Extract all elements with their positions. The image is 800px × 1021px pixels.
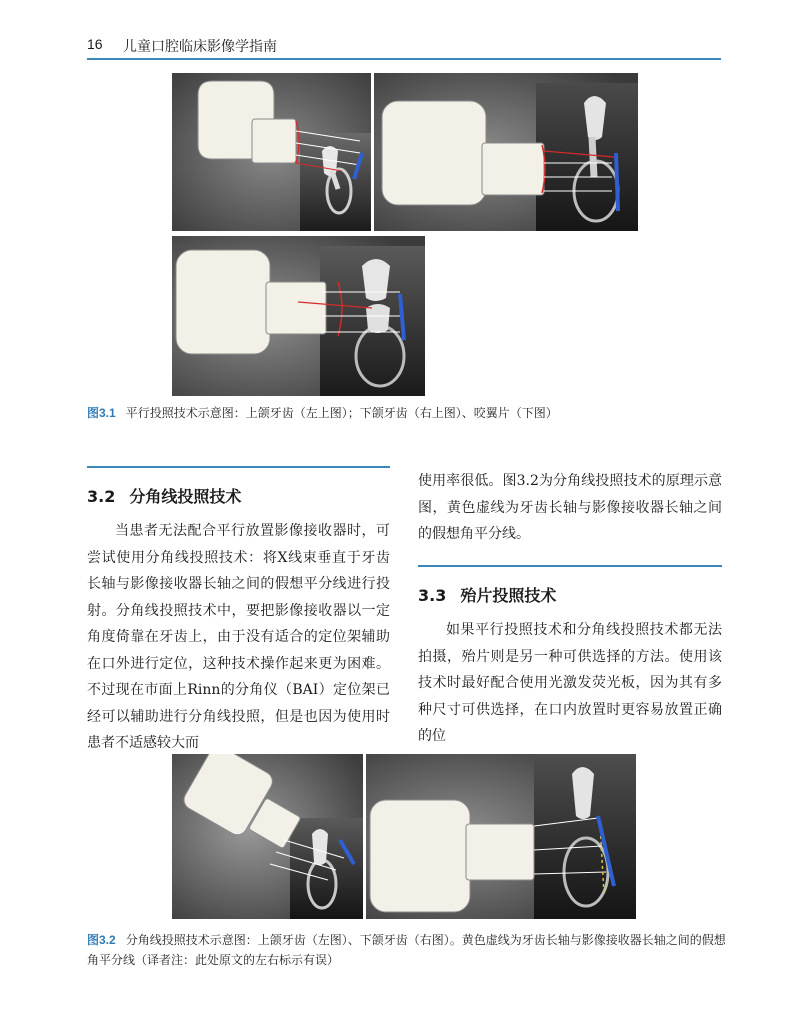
page-number: 16 bbox=[87, 36, 103, 52]
figure-3-1-caption-text: 平行投照技术示意图：上颌牙齿（左上图）；下颌牙齿（右上图）、咬翼片（下图） bbox=[125, 406, 558, 420]
figure-3-2-number: 图3.2 bbox=[87, 933, 116, 947]
section-3-2-number: 3.2 bbox=[87, 487, 116, 506]
figure-3-1-lower-image bbox=[172, 236, 425, 396]
section-3-2-continued: 使用率很低。图3.2为分角线投照技术的原理示意图，黄色虚线为牙齿长轴与影像接收器长轴之间的假想角平分线。 bbox=[418, 473, 722, 542]
book-title: 儿童口腔临床影像学指南 bbox=[123, 39, 277, 55]
figure-3-2-caption bbox=[87, 930, 727, 970]
page-header bbox=[87, 36, 721, 58]
section-3-2-title: 分角线投照技术 bbox=[129, 487, 242, 506]
section-rule bbox=[87, 466, 390, 468]
section-3-2-heading bbox=[87, 466, 390, 507]
section-3-3-title: 殆片投照技术 bbox=[460, 586, 557, 605]
figure-3-2-left-image bbox=[172, 754, 363, 919]
section-3-2-paragraph: 当患者无法配合平行放置影像接收器时，可尝试使用分角线投照技术：将X线束垂直于牙齿长轴与影像接收器长轴之间的假想平分线进行投射。分角线投照技术中，要把影像接收器以一定角度倚靠在牙齿上，由于没有适合的定位架辅助在口外进行定位，这种技术操作起来更为困难。不过现在市面上Rinn的分角仪（BAI）定位架已经可以辅助进行分角线投照，但是也因为使用时患者不适感较大而 bbox=[87, 523, 390, 751]
section-3-3-heading bbox=[418, 565, 722, 606]
figure-3-1-number: 图3.1 bbox=[87, 406, 116, 420]
figure-3-1-upper-right-image bbox=[374, 73, 638, 231]
figure-3-2-caption-text: 分角线投照技术示意图：上颌牙齿（左图）、下颌牙齿（右图）。黄色虚线为牙齿长轴与影像接收器长轴之间的假想角平分线（译者注：此处原文的左右标示有误） bbox=[87, 933, 726, 967]
section-rule bbox=[418, 565, 722, 567]
section-3-3-number: 3.3 bbox=[418, 586, 447, 605]
section-3-3-paragraph: 如果平行投照技术和分角线投照技术都无法拍摄，殆片则是另一种可供选择的方法。使用该技术时最好配合使用光激发荧光板，因为其有多种尺寸可供选择，在口内放置时更容易放置正确的位 bbox=[418, 622, 722, 744]
figure-3-1-caption bbox=[87, 403, 721, 423]
figure-3-1-upper-left-image bbox=[172, 73, 371, 231]
header-rule bbox=[87, 58, 721, 60]
figure-3-2-right-image bbox=[366, 754, 636, 919]
